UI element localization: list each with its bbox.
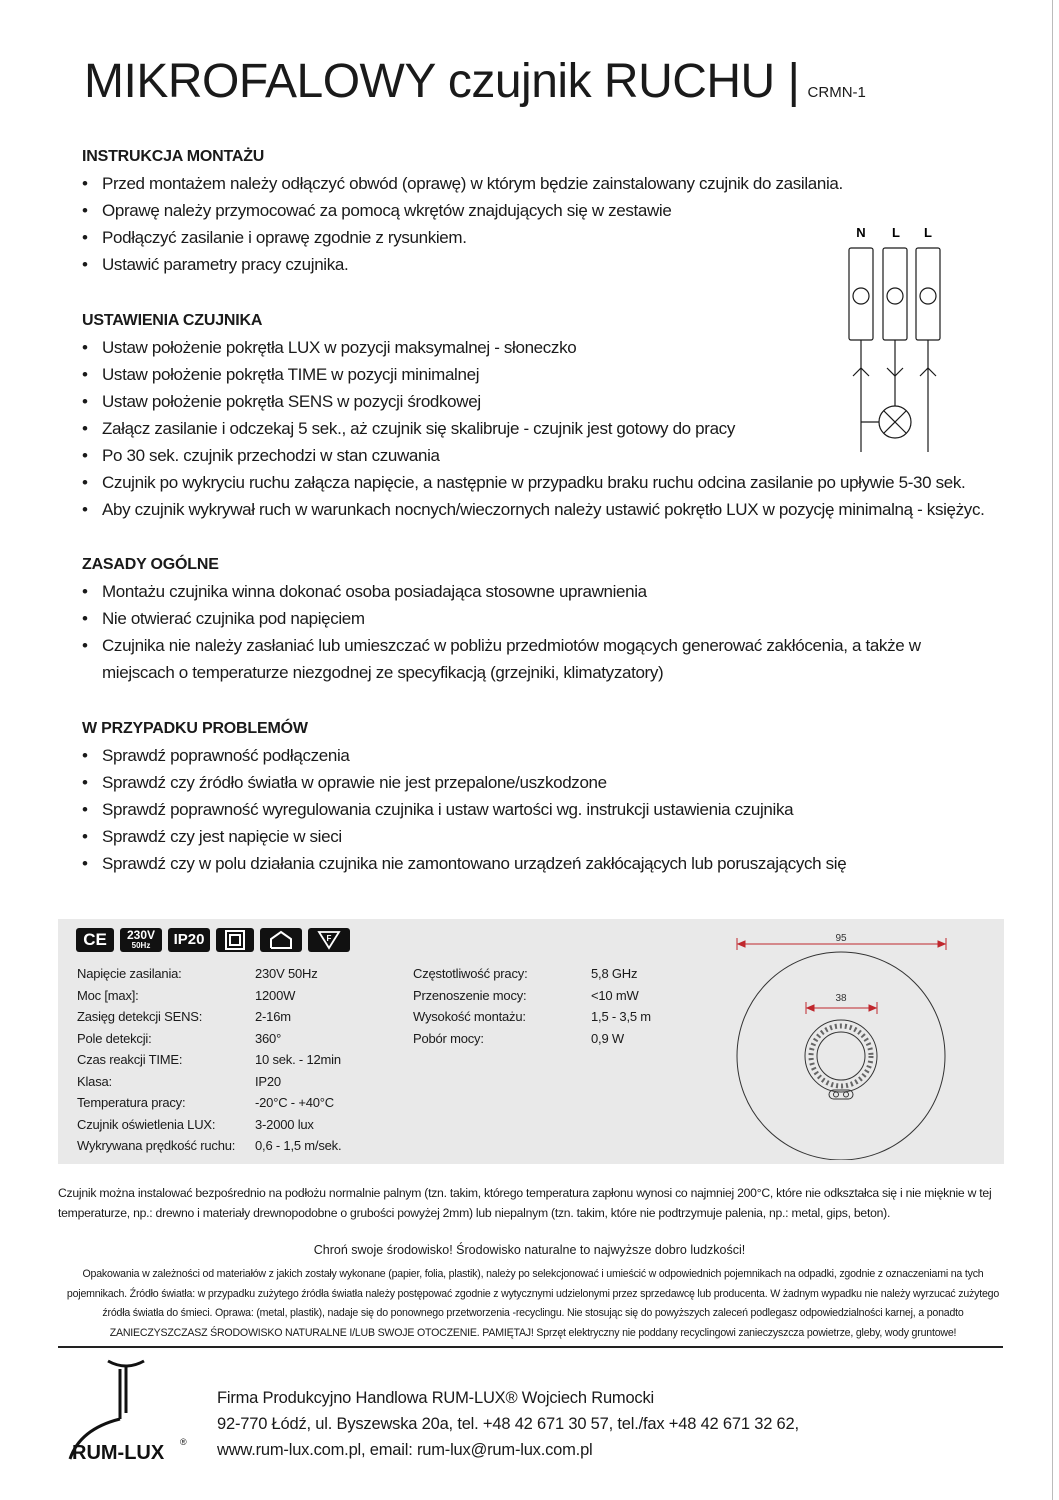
list-item: • Załącz zasilanie i odczekaj 5 sek., aż czujnik się skalibruje - czujnik jest gotowy do pracy	[82, 415, 1002, 442]
spec-row: Moc [max]: 1200W	[77, 987, 296, 1003]
list-item: • Nie otwierać czujnika pod napięciem	[82, 605, 1002, 632]
list-item: • Po 30 sek. czujnik przechodzi w stan czuwania	[82, 442, 1002, 469]
rum-lux-logo	[60, 1355, 205, 1470]
wiring-diagram	[840, 222, 950, 462]
terminal-label-n: N	[856, 225, 866, 240]
page-edge-line	[1052, 0, 1053, 1500]
section-heading: W PRZYPADKU PROBLEMÓW	[82, 720, 308, 737]
bullet: •	[82, 201, 88, 220]
mounting-surface-note: Czujnik można instalować bezpośrednio na podłożu normalnie palnym (tzn. takim, którego temperatura zapłonu wynosi co najmniej 200°C, które nie odkształca się i nie mięknie w tej temperaturze, np.: drewno i materiały drewnopodobne o grubości powyżej 2mm) lub niepalnym (tzn. takim, które nie podtrzymuje palenia, np.: metal, gips, beton).	[58, 1186, 992, 1220]
environment-heading: Chroń swoje środowisko! Środowisko naturalne to najwyższe dobro ludzkości!	[313, 1243, 746, 1257]
list-item: • Aby czujnik wykrywał ruch w warunkach nocnych/wieczornych należy ustawić pokrętło LUX w pozycję minimalną - księżyc.	[82, 496, 1002, 523]
bullet: •	[82, 854, 88, 873]
bullet: •	[82, 255, 88, 274]
bullet: •	[82, 609, 88, 628]
indoor-use-icon	[260, 928, 302, 952]
footer-divider	[58, 1346, 1003, 1348]
product-code: CRMN-1	[807, 84, 866, 101]
section-heading: USTAWIENIA CZUJNIKA	[82, 312, 263, 329]
spec-row: Przenoszenie mocy: <10 mW	[413, 987, 639, 1003]
bullet: •	[82, 582, 88, 601]
bullet: •	[82, 773, 88, 792]
flammable-surface-icon	[308, 928, 350, 952]
housing-outline	[737, 952, 945, 1160]
list-item: • Sprawdź poprawność wyregulowania czujnika i ustaw wartości wg. instrukcji ustawienia czujnika	[82, 796, 1002, 823]
certification-icons	[76, 928, 350, 952]
spec-row: Czas reakcji TIME: 10 sek. - 12min	[77, 1052, 341, 1067]
list-item: • Sprawdź czy źródło światła w oprawie nie jest przepalone/uszkodzone	[82, 769, 1002, 796]
bullet: •	[82, 392, 88, 411]
spec-row: Pobór mocy: 0,9 W	[413, 1030, 624, 1046]
class-ii-icon	[216, 928, 254, 952]
specs-left	[77, 963, 341, 1157]
list-item: • Czujnik po wykryciu ruchu załącza napięcie, a następnie w przypadku braku ruchu odcina zasilanie po upływie 5-30 sek.	[82, 469, 1002, 496]
list-item: • Czujnika nie należy zasłaniać lub umieszczać w pobliżu przedmiotów mogących generować zakłócenia, a także w miejscach o temperaturze niezgodnej ze specyfikacją (grzejniki, klimatyzatory)	[82, 632, 972, 686]
bullet: •	[82, 174, 88, 193]
list-item: • Sprawdź czy w polu działania czujnika nie zamontowano urządzeń zakłócających lub poruszających się	[82, 850, 1002, 877]
ip20-icon: IP20	[168, 928, 210, 952]
bullet: •	[82, 419, 88, 438]
ce-mark-icon: CE	[76, 928, 114, 952]
spec-row: Zasięg detekcji SENS: 2-16m	[77, 1009, 291, 1024]
terminal-label-l2: L	[924, 225, 932, 240]
spec-row: Klasa: IP20	[77, 1073, 281, 1089]
company-contact: www.rum-lux.com.pl, email: rum-lux@rum-lux.com.pl	[217, 1441, 593, 1459]
section-heading: ZASADY OGÓLNE	[82, 556, 219, 573]
spec-row: Wykrywana prędkość ruchu: 0,6 - 1,5 m/sek.	[77, 1138, 342, 1153]
dimension-outer-label: 95	[835, 933, 847, 944]
list-item: • Podłączyć zasilanie i oprawę zgodnie z rysunkiem.	[82, 224, 1002, 251]
company-info	[217, 1385, 799, 1463]
list-item: • Sprawdź poprawność podłączenia	[82, 742, 1002, 769]
lens-outer	[805, 1020, 877, 1092]
list-item: • Ustawić parametry pracy czujnika.	[82, 251, 1002, 278]
list-item: • Ustaw położenie pokrętła TIME w pozycji minimalnej	[82, 361, 1002, 388]
list-item: • Oprawę należy przymocować za pomocą wkrętów znajdujących się w zestawie	[82, 197, 1002, 224]
spec-row: Częstotliwość pracy: 5,8 GHz	[413, 966, 638, 981]
section-troubleshooting	[82, 720, 1002, 877]
bullet: •	[82, 365, 88, 384]
svg-text:®: ®	[180, 1437, 187, 1447]
bullet: •	[82, 746, 88, 765]
bullet: •	[82, 228, 88, 247]
svg-text:F: F	[326, 934, 332, 943]
page-title	[84, 55, 866, 108]
terminal-block	[849, 248, 940, 452]
spec-row: Wysokość montażu: 1,5 - 3,5 m	[413, 1009, 651, 1024]
list-item: • Ustaw położenie pokrętła SENS w pozycji środkowej	[82, 388, 1002, 415]
bullet: •	[82, 800, 88, 819]
spec-row: Napięcie zasilania: 230V 50Hz	[77, 966, 318, 981]
company-name: Firma Produkcyjno Handlowa RUM-LUX® Wojciech Rumocki	[217, 1389, 655, 1407]
title-main: MIKROFALOWY czujnik RUCHU |	[84, 55, 800, 108]
section-general-rules	[82, 556, 1002, 686]
company-address: 92-770 Łódź, ul. Byszewska 20a, tel. +48 42 671 30 57, tel./fax +48 42 671 32 62,	[217, 1415, 799, 1433]
environment-text: Opakowania w zależności od materiałów z jakich zostały wykonane (papier, folia, plastik), należy po selekcjonować i umieścić w odpowiednich pojemnikach na odpadki, zgodnie z oznaczeniami na tych pojemnikach. Źródło światła: w przypadku zużytego źródła światła należy postępować zgodnie z wytycznymi udzielonymi przez sprzedawcę lub producenta. W żadnym wypadku nie należy wyrzucać zużytego źródła światła do śmieci. Oprawa: (metal, plastik), nadaje się do ponownego przetworzenia -recyclingu. Nie stosując się do powyższych zaleceń podlegasz odpowiedzialności karnej, a ponadto ZANIECZYSZCZASZ ŚRODOWISKO NATURALNE I/LUB SWOJE OTOCZENIE. PAMIĘTAJ! Sprzęt elektryczny nie poddany recyclingowi zanieczyszcza powietrze, gleby, wody gruntowe!	[66, 1268, 1000, 1339]
bullet: •	[82, 827, 88, 846]
bullet: •	[82, 636, 88, 655]
spec-row: Czujnik oświetlenia LUX: 3-2000 lux	[77, 1116, 314, 1132]
voltage-icon: 230V 50Hz	[120, 928, 162, 952]
bullet: •	[82, 446, 88, 465]
bullet: •	[82, 473, 88, 492]
spec-row: Temperatura pracy: -20°C - +40°C	[77, 1095, 334, 1110]
logo-text: RUM-LUX	[72, 1442, 165, 1464]
list-item: • Przed montażem należy odłączyć obwód (oprawę) w którym będzie zainstalowany czujnik do zasilania.	[82, 170, 1002, 197]
bullet: •	[82, 500, 88, 519]
list-item: • Ustaw położenie pokrętła LUX w pozycji maksymalnej - słoneczko	[82, 334, 1002, 361]
specs-right	[413, 963, 651, 1049]
list-item: • Montażu czujnika winna dokonać osoba posiadająca stosowne uprawnienia	[82, 578, 1002, 605]
terminal-label-l1: L	[892, 225, 900, 240]
bullet: •	[82, 338, 88, 357]
section-heading: INSTRUKCJA MONTAŻU	[82, 148, 265, 165]
dimension-drawing	[725, 928, 965, 1160]
spec-row: Pole detekcji: 360°	[77, 1030, 282, 1046]
list-item: • Sprawdź czy jest napięcie w sieci	[82, 823, 1002, 850]
dimension-inner-label: 38	[835, 993, 847, 1004]
